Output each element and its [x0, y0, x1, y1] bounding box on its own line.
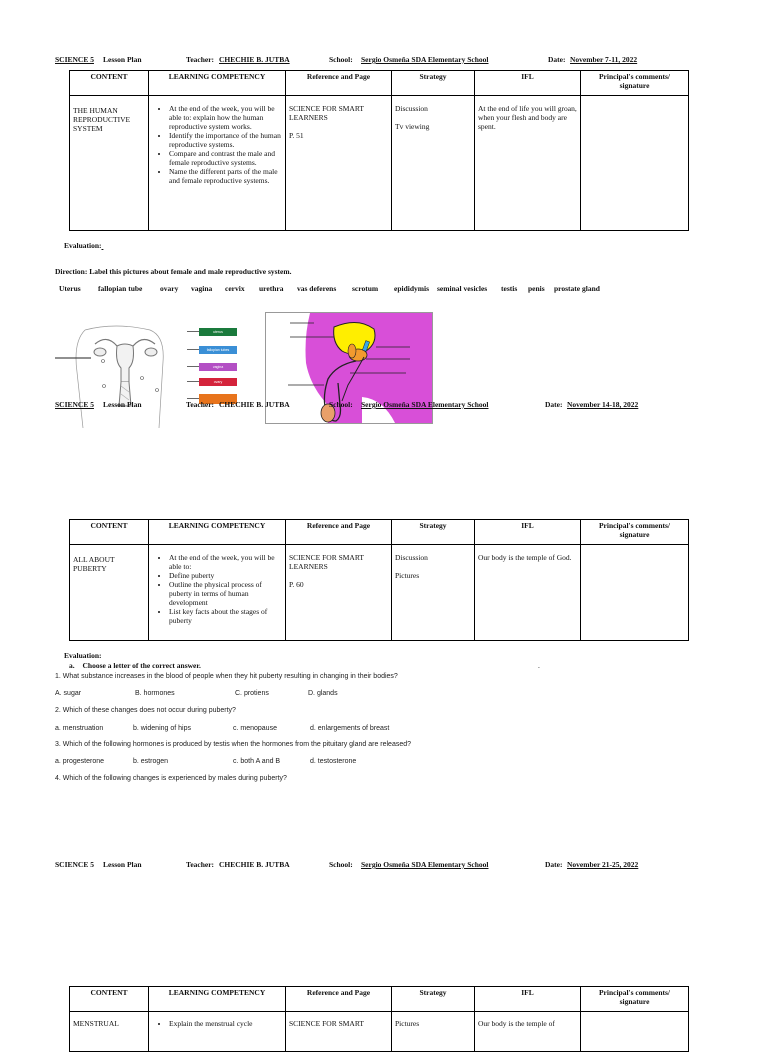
- th-content: CONTENT: [70, 71, 149, 96]
- quiz-choice: A. sugar: [55, 690, 82, 697]
- female-tag: [199, 346, 237, 354]
- quiz-choice: d. enlargements of breast: [310, 725, 390, 732]
- th-competency: LEARNING COMPETENCY: [149, 987, 286, 1012]
- teacher-name: CHECHIE B. JUTBA: [219, 860, 290, 869]
- subject: SCIENCE 5: [55, 400, 94, 409]
- competency-item: • Name the different parts of the male and female reproductive systems.: [169, 167, 282, 185]
- evaluation-label: Evaluation:: [64, 651, 102, 660]
- cell-content: [70, 1012, 149, 1052]
- word-bank-item: epididymis: [394, 284, 430, 293]
- plan3-table: [69, 986, 689, 1052]
- quiz-choice: b. estrogen: [133, 758, 169, 765]
- school-name: Sergio Osmeña SDA Elementary School: [361, 860, 489, 869]
- word-bank-item: seminal vesicles: [437, 284, 488, 293]
- th-reference: Reference and Page: [286, 71, 392, 96]
- reference-text: SCIENCE FOR SMART LEARNERS: [289, 553, 364, 571]
- word-bank-item: fallopian tube: [98, 284, 143, 293]
- word-bank-item: vagina: [191, 284, 213, 293]
- word-bank-item: Uterus: [59, 284, 81, 293]
- th-ifl: IFL: [475, 987, 581, 1012]
- plan1-table: [69, 70, 689, 231]
- word-bank-item: ovary: [160, 284, 179, 293]
- female-tag-box: vagina: [199, 363, 237, 371]
- strategy-item: Pictures: [395, 571, 420, 580]
- cell-competency: [149, 545, 286, 641]
- teacher-label: Teacher:: [186, 55, 215, 64]
- cell-content: [70, 545, 149, 641]
- reference-page: P. 51: [289, 131, 304, 140]
- cell-comments: [581, 96, 689, 231]
- th-competency: LEARNING COMPETENCY: [149, 71, 286, 96]
- th-competency: LEARNING COMPETENCY: [149, 520, 286, 545]
- quiz-choice: B. hormones: [135, 690, 175, 697]
- strategy-item: Discussion: [395, 104, 428, 113]
- female-tag: [199, 328, 237, 336]
- cell-ifl: [475, 1012, 581, 1052]
- competency-item: • Identify the importance of the human reproductive systems.: [169, 131, 282, 149]
- school-name: Sergio Osmeña SDA Elementary School: [361, 55, 489, 64]
- plan2-table: [69, 519, 689, 641]
- th-reference: Reference and Page: [286, 987, 392, 1012]
- competency-item: • Define puberty: [169, 571, 282, 580]
- date-value: November 14-18, 2022: [567, 400, 639, 409]
- word-bank-item: scrotum: [352, 284, 379, 293]
- school-name: Sergio Osmeña SDA Elementary School: [361, 400, 489, 409]
- th-reference: Reference and Page: [286, 520, 392, 545]
- competency-item: • Compare and contrast the male and female reproductive systems.: [169, 149, 282, 167]
- date-value: November 7-11, 2022: [570, 55, 638, 64]
- school-label: School:: [329, 55, 353, 64]
- quiz-choice: a. menstruation: [55, 725, 104, 732]
- cell-comments: [581, 545, 689, 641]
- cell-reference: [286, 96, 392, 231]
- cell-competency: [149, 96, 286, 231]
- word-bank-item: cervix: [225, 284, 245, 293]
- cell-strategy: [392, 96, 475, 231]
- th-strategy: Strategy: [392, 71, 475, 96]
- cell-reference: [286, 1012, 392, 1052]
- quiz-choice: c. both A and B: [233, 758, 281, 765]
- female-tag-box: fallopian tubes: [199, 346, 237, 354]
- quiz-question: 4. Which of the following changes is experienced by males during puberty?: [55, 775, 287, 782]
- teacher-label: Teacher:: [186, 860, 215, 869]
- quiz-instruction: [69, 661, 201, 670]
- cell-competency: [149, 1012, 286, 1052]
- content-text: MENSTRUAL: [73, 1019, 119, 1028]
- cell-content: [70, 96, 149, 231]
- evaluation-label: Evaluation:: [64, 241, 102, 250]
- quiz-choice: c. menopause: [233, 725, 277, 732]
- ifl-text: Our body is the temple of God.: [478, 553, 572, 562]
- quiz-choice: a. progesterone: [55, 758, 105, 765]
- teacher-label: Teacher:: [186, 400, 215, 409]
- th-content: CONTENT: [70, 520, 149, 545]
- strategy-item: Discussion: [395, 553, 428, 562]
- reference-text: SCIENCE FOR SMART: [289, 1019, 364, 1028]
- cell-ifl: [475, 545, 581, 641]
- plan-label: Lesson Plan: [103, 55, 142, 64]
- date-label: Date:: [545, 860, 563, 869]
- reference-page: P. 60: [289, 580, 304, 589]
- cell-comments: [581, 1012, 689, 1052]
- quiz-question: 1. What substance increases in the blood of people when they hit puberty resulting in changing in their bodies?: [55, 673, 398, 680]
- quiz-question: 2. Which of these changes does not occur during puberty?: [55, 707, 236, 714]
- word-bank-item: testis: [501, 284, 518, 293]
- content-text: THE HUMAN REPRODUCTIVE SYSTEM: [73, 106, 131, 133]
- subject: SCIENCE 5: [55, 860, 94, 869]
- date-label: Date:: [548, 55, 566, 64]
- quiz-choice: D. glands: [308, 690, 338, 697]
- word-bank-item: vas deferens: [297, 284, 337, 293]
- school-label: School:: [329, 860, 353, 869]
- content-text: ALL ABOUT PUBERTY: [73, 555, 115, 573]
- subject: SCIENCE 5: [55, 55, 94, 64]
- ifl-text: Our body is the temple of: [478, 1019, 555, 1028]
- school-label: School:: [329, 400, 353, 409]
- cell-ifl: [475, 96, 581, 231]
- cell-reference: [286, 545, 392, 641]
- word-bank-item: prostate gland: [554, 284, 600, 293]
- quiz-choice: d. testosterone: [310, 758, 357, 765]
- female-tag-box: uterus: [199, 328, 237, 336]
- competency-item: • Outline the physical process of puberty in terms of human development: [169, 580, 282, 607]
- word-bank-item: penis: [528, 284, 545, 293]
- female-tag-box: ovary: [199, 378, 237, 386]
- strategy-item: Pictures: [395, 1019, 420, 1028]
- plan-label: Lesson Plan: [103, 860, 142, 869]
- reference-text: SCIENCE FOR SMART LEARNERS: [289, 104, 364, 122]
- competency-item: • At the end of the week, you will be able to: explain how the human reproductive system works.: [169, 104, 282, 131]
- direction-text: Direction: Label this pictures about female and male reproductive system.: [55, 267, 292, 276]
- instruction-letter: a.: [69, 661, 75, 670]
- strategy-item: Tv viewing: [395, 122, 430, 131]
- th-content: CONTENT: [70, 987, 149, 1012]
- cell-strategy: [392, 1012, 475, 1052]
- th-comments: Principal's comments/ signature: [581, 520, 689, 545]
- th-ifl: IFL: [475, 71, 581, 96]
- th-comments: Principal's comments/ signature: [581, 987, 689, 1012]
- quiz-question: 3. Which of the following hormones is produced by testis when the hormones from the pituitary gland are released?: [55, 741, 412, 748]
- teacher-name: CHECHIE B. JUTBA: [219, 400, 290, 409]
- competency-item: • List key facts about the stages of puberty: [169, 607, 282, 625]
- female-tag: [199, 378, 237, 386]
- female-reproductive-diagram: [55, 302, 245, 428]
- cell-strategy: [392, 545, 475, 641]
- quiz-choice: b. widening of hips: [133, 725, 191, 732]
- th-strategy: Strategy: [392, 520, 475, 545]
- date-label: Date:: [545, 400, 563, 409]
- instruction-text: Choose a letter of the correct answer.: [82, 661, 201, 670]
- quiz-choice: C. protiens: [235, 690, 269, 697]
- word-bank-item: urethra: [259, 284, 284, 293]
- date-value: November 21-25, 2022: [567, 860, 639, 869]
- ifl-text: At the end of life you will groan, when your flesh and body are spent.: [478, 104, 577, 131]
- competency-item: • Explain the menstrual cycle: [169, 1019, 282, 1028]
- th-strategy: Strategy: [392, 987, 475, 1012]
- competency-item: • At the end of the week, you will be able to:: [169, 553, 282, 571]
- plan-label: Lesson Plan: [103, 400, 142, 409]
- th-ifl: IFL: [475, 520, 581, 545]
- teacher-name: CHECHIE B. JUTBA: [219, 55, 290, 64]
- th-comments: Principal's comments/ signature: [581, 71, 689, 96]
- female-tag: [199, 363, 237, 371]
